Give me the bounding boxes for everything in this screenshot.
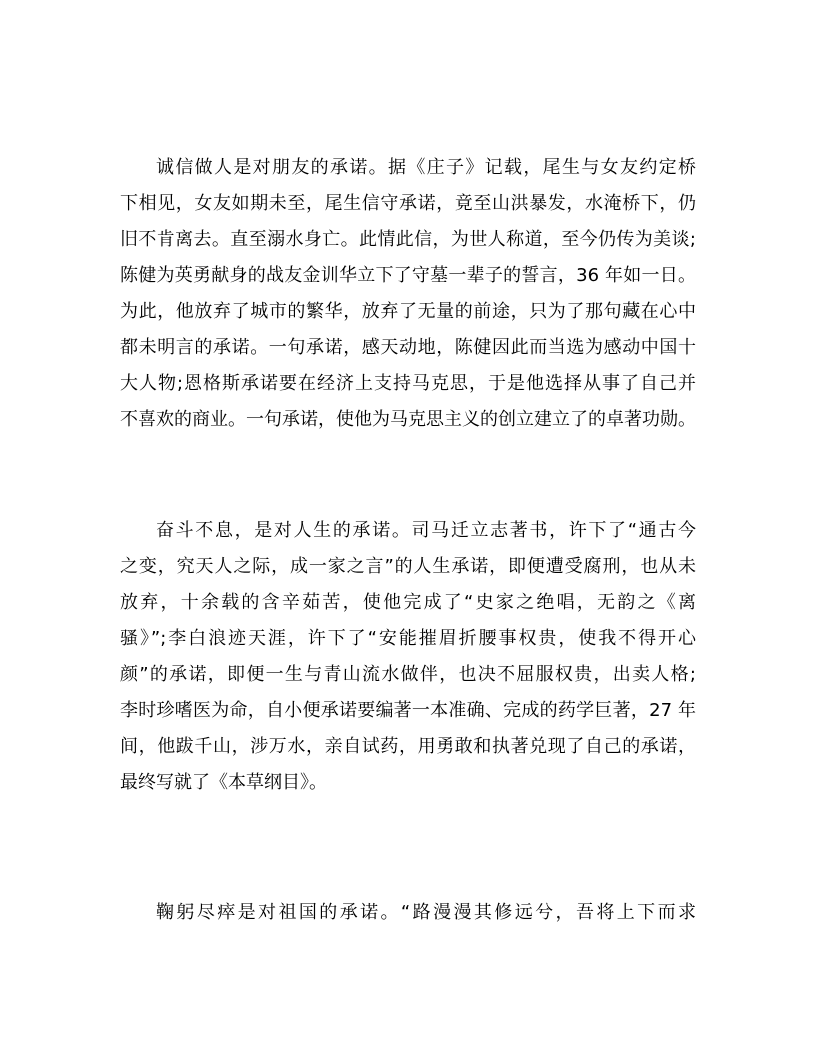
paragraph-line: 骚》”;李白浪迹天涯，许下了“安能摧眉折腰事权贵，使我不得开心 [120, 628, 696, 649]
paragraph-line: 都未明言的承诺。一句承诺，感天动地，陈健因此而当选为感动中国十 [120, 337, 696, 358]
paragraph-line: 李时珍嗜医为命，自小便承诺要编著一本准确、完成的药学巨著，27 年 [120, 700, 696, 721]
paragraph-line: 最终写就了《本草纲目》。 [120, 772, 327, 793]
paragraph-line: 放弃，十余载的含辛茹苦，使他完成了“史家之绝唱，无韵之《离 [120, 592, 696, 613]
paragraph-line: 诚信做人是对朋友的承诺。据《庄子》记载，尾生与女友约定桥 [156, 157, 696, 178]
paragraph-line: 为此，他放弃了城市的繁华，放弃了无量的前途，只为了那句藏在心中 [120, 301, 696, 322]
paragraph-perseverance [120, 513, 696, 801]
paragraph-line: 下相见，女友如期未至，尾生信守承诺，竟至山洪暴发，水淹桥下，仍 [120, 193, 696, 214]
paragraph-line: 奋斗不息，是对人生的承诺。司马迁立志著书，许下了“通古今 [156, 520, 696, 541]
paragraph-line: 鞠躬尽瘁是对祖国的承诺。“路漫漫其修远兮，吾将上下而求 [156, 902, 696, 923]
paragraph-line: 旧不肯离去。直至溺水身亡。此情此信，为世人称道，至今仍传为美谈; [120, 229, 696, 250]
paragraph-integrity [120, 150, 696, 438]
paragraph-line: 之变，究天人之际，成一家之言”的人生承诺，即便遭受腐刑，也从未 [120, 556, 696, 577]
paragraph-line: 大人物;恩格斯承诺要在经济上支持马克思，于是他选择从事了自己并 [120, 373, 696, 394]
paragraph-line: 不喜欢的商业。一句承诺，使他为马克思主义的创立建立了的卓著功勋。 [120, 409, 696, 430]
paragraph-devotion [120, 895, 696, 931]
paragraph-line: 间，他跋千山，涉万水，亲自试药，用勇敢和执著兑现了自己的承诺， [120, 736, 696, 757]
paragraph-line: 陈健为英勇献身的战友金训华立下了守墓一辈子的誓言，36 年如一日。 [120, 265, 696, 286]
paragraph-line: 颜”的承诺，即便一生与青山流水做伴，也决不屈服权贵，出卖人格; [120, 664, 696, 685]
